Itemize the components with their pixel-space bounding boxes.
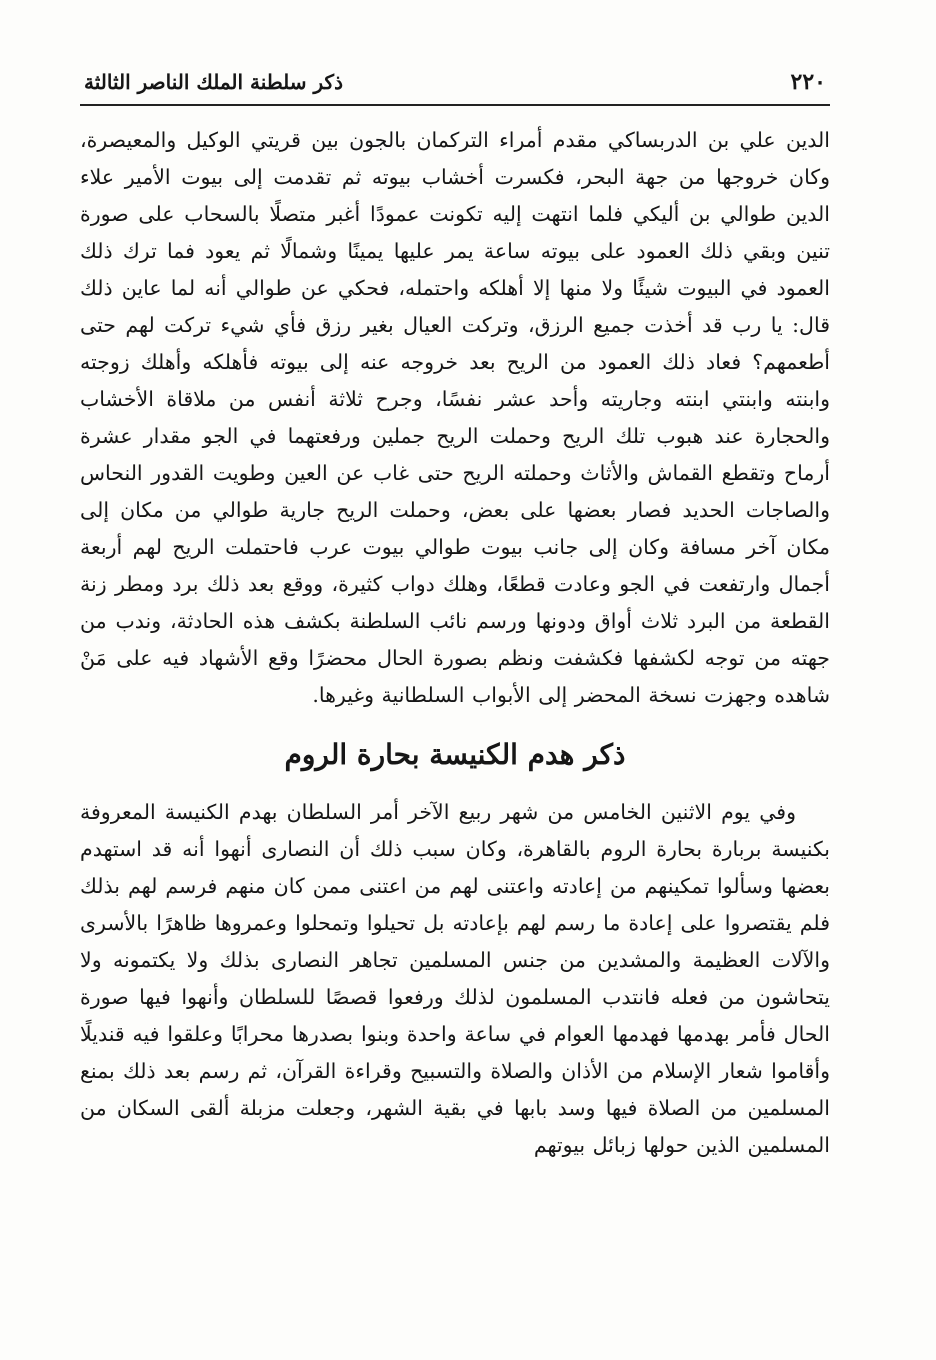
page-header	[80, 64, 830, 106]
body-paragraph-1: الدين علي بن الدربساكي مقدم أمراء التركمان بالجون بين قريتي الوكيل والمعيصرة، وكان خروجها من جهة البحر، فكسرت أخشاب بيوته ثم تقدمت إلى بيوت الأمير علاء الدين طوالي بن أليكي فلما انتهت إليه تكونت عمودًا أغبر متصلًا بالسحاب على صورة تنين وبقي ذلك العمود على بيوته ساعة يمر عليها يمينًا وشمالًا ثم يعود فما ترك ذلك العمود في البيوت شيئًا ولا منها إلا أهلكه واحتمله، فحكي عن طوالي أنه لما عاين ذلك قال: يا رب قد أخذت جميع الرزق، وتركت العيال بغير رزق فأي شيء تركت لهم حتى أطعمهم؟ فعاد ذلك العمود من الريح بعد خروجه عنه إلى بيوته فأهلكه وأهلك زوجته وابنته وابنتي ابنته وجاريته وأحد عشر نفسًا، وجرح ثلاثة أنفس من ملاقاة الأخشاب والحجارة عند هبوب تلك الريح وحملت الريح جملين ورفعتهما في الجو مقدار عشرة أرماح وتقطع القماش والأثاث وحملته الريح حتى غاب عن العين وطويت القدور النحاس والصاجات الحديد فصار بعضها على بعض، وحملت الريح جارية طوالي من مكان إلى مكان آخر مسافة وكان إلى جانب بيوت طوالي بيوت عرب فاحتملت الريح لهم أربعة أجمال وارتفعت في الجو وعادت قطعًا، وهلك دواب كثيرة، ووقع بعد ذلك برد ومطر زنة القطعة من البرد ثلاث أواق ودونها ورسم نائب السلطنة بكشف هذه الحادثة، وندب من جهته من توجه لكشفها فكشفت ونظم بصورة الحال محضرًا وقع الأشهاد فيه على مَنْ شاهده وجهزت نسخة المحضر إلى الأبواب السلطانية وغيرها.	[80, 128, 831, 707]
book-page	[80, 64, 830, 1344]
body-paragraph-2: وفي يوم الاثنين الخامس من شهر ربيع الآخر أمر السلطان بهدم الكنيسة المعروفة بكنيسة بربارة بحارة الروم بالقاهرة، وكان سبب ذلك أن النصارى أنهوا أنه قد استهدم بعضها وسألوا تمكينهم من إعادته واعتنى لهم من اعتنى ممن كان منهم فرسم لهم بذلك فلم يقتصروا على إعادة ما رسم لهم بإعادته بل تحيلوا وتمحلوا وعمروها ظاهرًا بالأسرى والآلات العظيمة والمشدين من جنس المسلمين تجاهر النصارى بذلك ولا يكتمونه ولا يتحاشون من فعله فانتدب المسلمون لذلك ورفعوا قصصًا للسلطان وأنهوا فيها صورة الحال فأمر بهدمها فهدمها العوام في ساعة واحدة وبنوا بصدرها محرابًا وعلقوا فيه قنديلًا وأقاموا شعار الإسلام من الأذان والصلاة والتسبيح وقراءة القرآن، ثم رسم بعد ذلك بمنع المسلمين من الصلاة فيها وسد بابها في بقية الشهر، وجعلت مزبلة ألقى السكان من المسلمين الذين حولها زبائل بيوتهم	[80, 800, 830, 1157]
page-number: ٢٢٠	[790, 69, 826, 95]
section-heading: ذكر هدم الكنيسة بحارة الروم	[284, 738, 626, 771]
running-title: ذكر سلطنة الملك الناصر الثالثة	[84, 70, 343, 94]
